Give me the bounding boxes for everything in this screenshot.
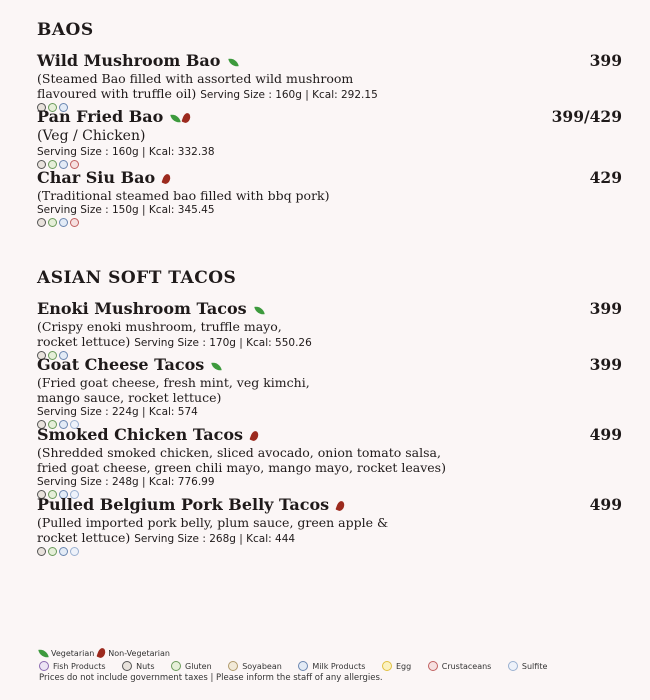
legend-nuts-label: Nuts [136,661,155,671]
item-price: 429 [589,168,622,187]
item-description: (Shredded smoked chicken, sliced avocado, onion tomato salsa, [37,445,441,460]
legend-egg-label: Egg [395,661,412,671]
item-description: fried goat cheese, green chili mayo, mango mayo, rocket leaves) [37,460,446,475]
item-description: (Traditional steamed bao filled with bbq pork) [37,188,330,203]
allergen-legend [39,661,561,673]
allergen-icons [37,218,622,228]
section-title-asian-soft-tacos: ASIAN SOFT TACOS [37,268,237,288]
serving-info: Serving Size : 268g | Kcal: 444 [134,533,296,545]
menu-item-pan-fried-bao [37,107,622,170]
sulfite-icon [508,661,518,671]
legend-fish-label: Fish Products [53,661,106,671]
legend-crust-label: Crustaceans [441,661,492,671]
fish-products-icon [39,661,49,671]
crustaceans-icon [70,218,79,227]
legend-soy-label: Soyabean [242,661,282,671]
veg-icon [255,300,264,319]
item-price: 499 [589,425,622,444]
legend-sulfite-label: Sulfite [521,661,548,671]
legend-gluten-label: Gluten [185,661,212,671]
non-veg-icon [337,496,344,515]
egg-icon [382,661,392,671]
crustaceans-icon [428,661,438,671]
milk-products-icon [59,218,68,227]
veg-icon [212,356,221,375]
serving-info: Serving Size : 150g | Kcal: 345.45 [37,204,215,216]
item-name: Wild Mushroom Bao [37,51,221,70]
legend-veg-label: Vegetarian [51,649,95,658]
menu-item-goat-cheese-tacos [37,355,622,430]
item-name: Pulled Belgium Pork Belly Tacos [37,495,330,514]
allergen-icons [37,547,622,557]
legend-milk-label: Milk Products [312,661,366,671]
item-description: (Fried goat cheese, fresh mint, veg kimchi, [37,375,310,390]
veg-icon [229,52,238,71]
non-veg-icon [97,647,107,659]
nuts-icon [37,547,46,556]
menu-item-pulled-belgium-pork-belly-tacos [37,495,622,557]
menu-item-smoked-chicken-tacos [37,425,622,500]
non-veg-icon [251,426,258,445]
item-name: Pan Fried Bao [37,107,164,126]
item-price: 399/429 [551,107,622,126]
menu-item-enoki-mushroom-tacos [37,299,622,361]
item-name: Smoked Chicken Tacos [37,425,243,444]
item-description: rocket lettuce) [37,530,131,545]
item-name: Char Siu Bao [37,168,156,187]
item-description: flavoured with truffle oil) [37,86,197,101]
item-description: (Veg / Chicken) [37,128,146,144]
nuts-icon [37,218,46,227]
item-description: (Pulled imported pork belly, plum sauce, green apple & [37,515,389,530]
item-price: 399 [589,299,622,318]
gluten-icon [48,547,57,556]
item-price: 399 [589,51,622,70]
veg-icon [171,108,180,127]
soyabean-icon [228,661,238,671]
serving-info: Serving Size : 170g | Kcal: 550.26 [134,337,312,349]
item-name: Enoki Mushroom Tacos [37,299,247,318]
serving-info: Serving Size : 224g | Kcal: 574 [37,406,198,418]
footer-note: Prices do not include government taxes | Please inform the staff of any allergies. [39,673,383,683]
legend-nonveg-label: Non-Vegetarian [108,648,170,658]
section-title-baos: BAOS [37,20,94,40]
item-price: 499 [589,495,622,514]
item-description: (Crispy enoki mushroom, truffle mayo, [37,319,282,334]
serving-info: Serving Size : 160g | Kcal: 292.15 [200,89,378,101]
item-description: (Steamed Bao filled with assorted wild mushroom [37,71,354,86]
milk-products-icon [298,661,308,671]
non-veg-icon [183,108,190,127]
non-veg-icon [163,169,170,188]
serving-info: Serving Size : 160g | Kcal: 332.38 [37,146,215,158]
gluten-icon [171,661,181,671]
serving-info: Serving Size : 248g | Kcal: 776.99 [37,476,215,488]
sulfite-icon [70,547,79,556]
nuts-icon [122,661,132,671]
veg-icon [38,648,48,658]
item-description: rocket lettuce) [37,334,131,349]
menu-item-wild-mushroom-bao [37,51,622,113]
item-price: 399 [589,355,622,374]
diet-legend [39,648,184,660]
menu-item-char-siu-bao [37,168,622,228]
item-description: mango sauce, rocket lettuce) [37,390,222,405]
gluten-icon [48,218,57,227]
item-name: Goat Cheese Tacos [37,355,205,374]
milk-products-icon [59,547,68,556]
